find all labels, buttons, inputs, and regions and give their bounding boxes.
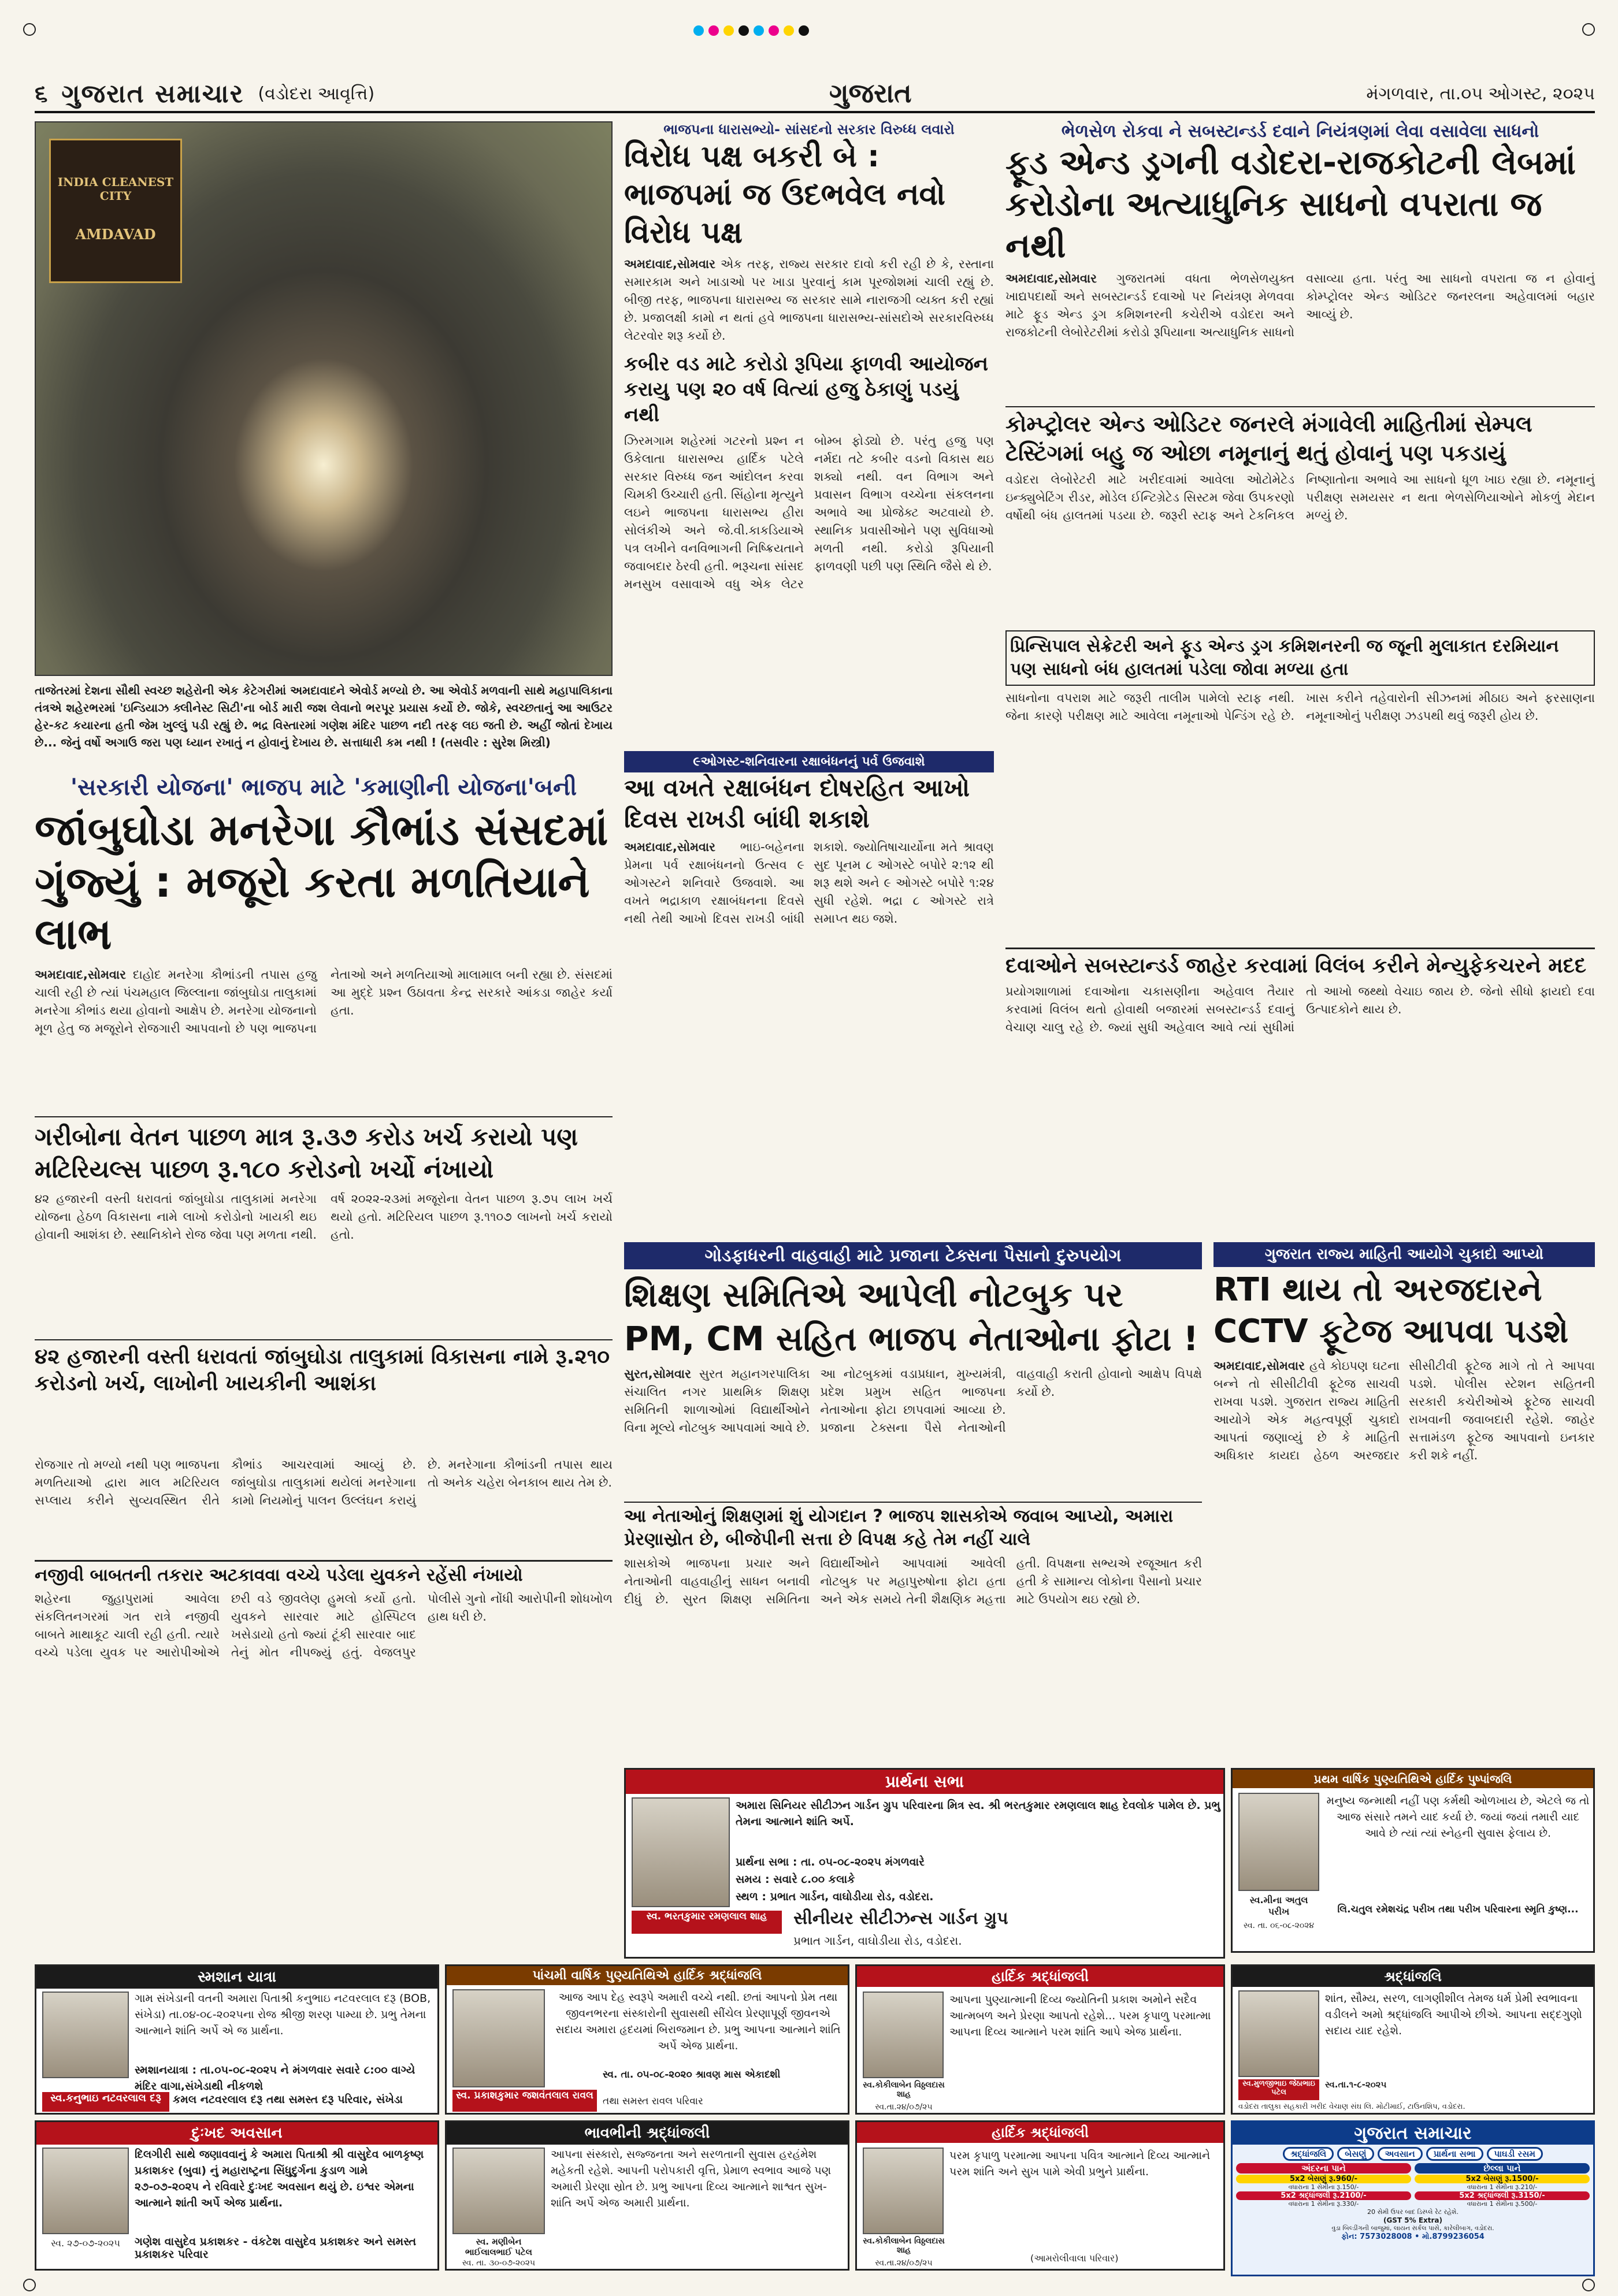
- hardik-shraddhanjali-3: [855, 2120, 1225, 2271]
- hardik-shraddhanjali-1: [445, 1964, 849, 2115]
- notice-date: સ્વ.તા.૧-૮-૨૦૨૫: [1325, 2079, 1387, 2090]
- inside-page-label: અંદરના પાને: [1236, 2163, 1411, 2174]
- notice-text: દિલગીરી સાથે જણાવવાનું કે અમારા પિતાશ્રી શ્રી વાસુદેવ બાળકૃષ્ણ પ્રકાશકર (બુવા) નું મહારાષ્ટ્રના સિંધુદુર્ગના કુડાળ ગામે ૨૭-૦૭-૨૦૨૫ ને રવિવારે દુઃખદ અવસાન થયું છે. ઇશ્વર એમના આત્માને શાંતી અર્પે એજ પ્રાર્થના.: [135, 2148, 424, 2209]
- story-kicker: ભેળસેળ રોકવા ને સબસ્ટાન્ડર્ડ દવાને નિયંત્રણમાં લેવા વસાવેલા સાધનો: [1061, 121, 1539, 142]
- deceased-name: સ્વ. ભરતકુમાર રમણલાલ શાહ: [632, 1911, 782, 1934]
- registration-mark-tl: [23, 23, 36, 36]
- ad-phone: ફોન: 7573028008 • મો.8799236054: [1341, 2232, 1485, 2241]
- story-headline: શિક્ષણ સમિતિએ આપેલી નોટબુક પર PM, CM સહિત ભાજપ નેતાઓના ફોટા !: [624, 1275, 1198, 1358]
- portrait: [42, 1992, 129, 2078]
- advertisement: [1231, 2120, 1595, 2276]
- dateline: સુરત,સોમવાર: [624, 1367, 691, 1381]
- notice-text: આપના સંસ્કારો, સજ્જનતા અને સરળતાની સુવાસ હરહંમેશ મહેકતી રહેશે. આપની પરોપકારી વૃત્તિ, પ્રેમાળ સ્વભાવ આજે પણ અમારી પ્રેરણા સ્રોત છે. પ્રભુ આપના દિવ્ય આત્માને શાશ્વત સુખ-શાંતિ અર્પે એજ અમારી પ્રાર્થના.: [551, 2148, 832, 2209]
- display-note: 20 સેમી ઉપર બાદ ડિસ્પ્લે રેટ રહેશે.: [1367, 2208, 1459, 2216]
- rti-story: [1214, 1242, 1595, 1762]
- smashan-notice: [35, 1964, 439, 2115]
- clean-city-logo: [49, 139, 182, 283]
- portrait: [452, 1989, 545, 2087]
- registration-mark-br: [1582, 2279, 1595, 2291]
- notice-title: શ્રદ્ધાંજલિ: [1233, 1966, 1593, 1987]
- rate-1-extra: વધારાના 1 સેમીના રૂ.150/-: [1288, 2183, 1359, 2191]
- service-item: અવસાન: [1378, 2147, 1423, 2161]
- gst-note: (GST 5% Extra): [1383, 2216, 1443, 2224]
- logo-city: AMDAVAD: [75, 226, 156, 243]
- registration-mark-bl: [23, 2279, 36, 2291]
- section-title: ગુજરાત: [829, 77, 912, 109]
- subhead: કબીર વડ માટે કરોડો રૂપિયા ફાળવી આયોજન કરાયુ પણ ૨૦ વર્ષ વિત્યાં હજુ ઠેકાણું પડયું નથી: [624, 352, 988, 426]
- masthead: ગુજરાત સમાચાર: [61, 79, 244, 109]
- dukhad-notice: [35, 2120, 439, 2271]
- story-body: [35, 966, 613, 1110]
- footer-text: વડોદરા તાલુકા સહકારી ખરીદ વેચાણ સંઘ લિ. મોટીમાઈ, ટાઉનશિપ, વડોદરા.: [1238, 2102, 1465, 2111]
- service-list: [1233, 2145, 1593, 2163]
- prarthana-notice: [624, 1768, 1225, 1959]
- subhead: કોમ્પ્ટ્રોલર એન્ડ ઓડિટર જનરલે મંગાવેલી માહિતીમાં સેમ્પલ ટેસ્ટિંગમાં બહુ જ ઓછા નમૂનાનું થતું હોવાનું પણ પકડાયું: [1005, 406, 1595, 467]
- story-body-2: શાસકોએ ભાજપના પ્રચાર અને નેતાઓની વાહવાહીનું સાધન બનાવી દીધું છે. સુરત શિક્ષણ સમિતિના વિદ્યાર્થીઓને આપવામાં આવેલી નોટબુક પર મહાપુરુષોના ફોટા હતા અને એક સમયે તેની શૈક્ષણિક મહત્તા હતી. વિપક્ષના સભ્યએ રજૂઆત કરી હતી કે સામાન્ય લોકોના પૈસાનો પ્રચાર માટે ઉપયોગ થઇ રહ્યો છે.: [624, 1556, 1202, 1606]
- notice-date: સ્વ.તા.૨૪/૦૭/૨૫: [875, 2102, 933, 2112]
- story-headline: RTI થાય તો અરજદારને CCTV ફૂટેજ આપવા પડશે: [1214, 1271, 1569, 1350]
- story-headline: આ વખતે રક્ષાબંધન દોષરહિત આખો દિવસ રાખડી બાંધી શકાશે: [624, 774, 970, 833]
- portrait: [863, 2148, 944, 2234]
- murder-body: શહેરના જુહાપુરામાં આવેલા સંકલિતનગરમાં ગત રાત્રે નજીવી બાબતે માથાકૂટ ચાલી રહી હતી. ત્યારે વચ્ચે પડેલા યુવક પર આરોપીઓએ છરી વડે જીવલેણ હુમલો કર્યો હતો. યુવકને સારવાર માટે હોસ્પિટલ ખસેડાયો હતો જ્યાં ટૂંકી સારવાર બાદ તેનું મોત નીપજ્યું હતું. વેજલપુર પોલીસે ગુનો નોંધી આરોપીની શોધખોળ હાથ ધરી છે.: [35, 1592, 613, 1660]
- jambughoda-story: [35, 774, 613, 1554]
- jambughoda-body-3: રોજગાર તો મળ્યો નથી પણ ભાજપના મળતિયાઓ દ્વારા માલ મટિરિયલ સપ્લાય કરીને સુવ્યવસ્થિત રીતે કૌભાંડ આચરવામાં આવ્યું છે. જાંબુઘોડા તાલુકામાં થયેલાં મનરેગાના કામો નિયમોનું પાલન ઉલ્લંઘન કરાયું છે. મનરેગાના કૌભાંડની તપાસ થાય તો અનેક ચહેરા બેનકાબ થાય તેમ છે.: [35, 1458, 613, 1507]
- rate-3-extra: વધારાના 1 સેમીના રૂ.330/-: [1288, 2200, 1359, 2208]
- notice-title: પ્રથમ વાર્ષિક પુણ્યતિથિએ હાર્દિક પુષ્પાંજલિ: [1233, 1770, 1593, 1788]
- bhavbhini-shraddhanjali: [445, 2120, 849, 2271]
- substandard-body: પ્રયોગશાળામાં દવાઓના ચકાસણીના અહેવાલ તૈયાર કરવામાં વિલંબ થતો હોવાથી બજારમાં સબસ્ટાન્ડર્ડ દવાનું વેચાણ ચાલુ રહે છે. જ્યાં સુધી અહેવાલ આવે ત્યાં સુધીમાં તો આખો જથ્થો વેચાઇ જાય છે. જેનો સીધો ફાયદો દવા ઉત્પાદકોને થાય છે.: [1005, 984, 1595, 1034]
- service-item: પ્રાર્થના સભા: [1426, 2147, 1483, 2161]
- story-headline: ફૂડ એન્ડ ડ્રગની વડોદરા-રાજકોટની લેબમાં કરોડોના અત્યાધુનિક સાધનો વપરાતા જ નથી: [1005, 143, 1576, 265]
- notice-title: સ્મશાન યાત્રા: [36, 1966, 437, 1989]
- page-header: [35, 76, 1595, 113]
- logo-text: INDIA CLEANEST CITY: [57, 175, 174, 203]
- murder-story: [35, 1560, 613, 1953]
- sabha-place: સ્થળ : પ્રભાત ગાર્ડન, વાઘોડીયા રોડ, વડોદરા.: [736, 1890, 934, 1903]
- notice-date: સ્વ. ૨૭-૦૭-૨૦૨૫: [51, 2238, 120, 2249]
- family-name: કમલ નટવરલાલ દરૂ તથા સમસ્ત દરૂ પરિવાર, સંખેડા: [173, 2093, 403, 2106]
- sabha-time: સમય : સવારે ૮.૦૦ કલાકે: [736, 1873, 855, 1886]
- notice-date: સ્વ. તા. ૩૦-૦૭-૨૦૨૫: [462, 2258, 536, 2268]
- photo-credit: (તસવીર : સુરેશ મિસ્ત્રી): [440, 735, 551, 749]
- story-headline: જાંબુઘોડા મનરેગા કૌભાંડ સંસદમાં ગુંજ્યું : મજૂરો કરતા મળતિયાને લાભ: [35, 805, 608, 959]
- body-text: ગુજરાતમાં વધતા ભેળસેળયુક્ત ખાદ્યપદાર્થો અને સબસ્ટાન્ડર્ડ દવાઓ પર નિયંત્રણ મેળવવા માટે ફૂડ એન્ડ ડ્રગ કમિશનરની કચેરીએ વડોદરા અને રાજકોટની લેબોરેટરીમાં કરોડો રૂપિયાના અત્યાધુનિક સાધનો વસાવ્યા હતા. પરંતુ આ સાધનો વપરાતા જ ન હોવાનું કોમ્પ્ટ્રોલર એન્ડ ઓડિટર જનરલના અહેવાલમાં બહાર આવ્યું છે.: [1005, 272, 1595, 339]
- portrait: [632, 1797, 730, 1907]
- issue-date: મંગળવાર, તા.૦૫ ઓગસ્ટ, ૨૦૨૫: [1366, 83, 1595, 104]
- color-bar-top: [693, 25, 925, 36]
- notice-title: હાર્દિક શ્રદ્ધાંજલી: [857, 1966, 1223, 1987]
- subhead-2: પ્રિન્સિપાલ સેક્રેટરી અને ફૂડ એન્ડ ડ્રગ કમિશનરની જ જૂની મુલાકાત દરમિયાન પણ સાધનો બંધ હાલતમાં પડેલા જોવા મળ્યા હતા: [1005, 630, 1595, 686]
- notice-text: પરમ કૃપાળુ પરમાત્મા આપના પવિત્ર આત્માને દિવ્ય આત્માને પરમ શાંતિ અને સુખ પામે એવી પ્રભુને પ્રાર્થના.: [949, 2149, 1211, 2178]
- dateline: અમદાવાદ,સોમવાર: [624, 840, 715, 854]
- body-text: દાહોદ મનરેગા કૌભાંડની તપાસ હજુ ચાલી રહી છે ત્યાં પંચમહાલ જિલ્લાના જાંબુઘોડા તાલુકામાં મનરેગા કૌભાંડ થયા હોવાનો આક્ષેપ છે. મનરેગા યોજનાનો મૂળ હેતુ જ મજૂરોને રોજગારી આપવાનો છે પણ ભાજપના નેતાઓ અને મળતિયાઓ માલામાલ બની રહ્યા છે. સંસદમાં આ મુદ્દે પ્રશ્ન ઉઠાવતા કેન્દ્ર સરકારે આંકડા જાહેર કર્યા હતા.: [35, 968, 613, 1035]
- deceased-name: સ્વ.કનુભાઇ નટવરલાલ દરૂ: [42, 2092, 169, 2112]
- subhead-3: નજીવી બાબતની તકરાર અટકાવવા વચ્ચે પડેલા યુવકને રહેંસી નંખાયો: [35, 1560, 613, 1585]
- deceased-name: સ્વ.મુળજીભાઇ જેઠાભાઇ પટેલ: [1238, 2079, 1319, 2100]
- portrait: [1238, 1990, 1319, 2077]
- group-address: પ્રભાત ગાર્ડન, વાઘોડીયા રોડ, વડોદરા.: [793, 1934, 962, 1948]
- story-kicker: ભાજપના ધારાસભ્યો- સાંસદનો સરકાર વિરુધ્ધ લવારો: [663, 121, 955, 138]
- dateline: અમદાવાદ,સોમવાર: [1214, 1359, 1305, 1373]
- photo-caption: [35, 682, 613, 768]
- notice-title: દુઃખદ અવસાન: [36, 2122, 437, 2145]
- rate-4: 5x2 શ્રદ્ધાંજલી રૂ.3150/-: [1415, 2191, 1590, 2200]
- dateline: અમદાવાદ,સોમવાર: [1005, 272, 1097, 285]
- family-name: (આમરોલીવાલા પરિવાર): [1030, 2253, 1119, 2264]
- body-text-3: પરંતુ હજુ પણ નર્મદા તટે કબીર વડનો વિકાસ થઇ શક્યો નથી. વન વિભાગ અને પ્રવાસન વિભાગ વચ્ચેના સંકલનના અભાવે આ પ્રોજેક્ટ અટવાયો છે. સ્થાનિક પ્રવાસીઓને પણ સુવિધાઓ મળતી નથી. કરોડો રૂપિયાની ફાળવણી પછી પણ સ્થિતિ જૈસે થે છે.: [814, 434, 994, 573]
- deceased-name: સ્વ. પ્રકાશકુમાર જશવંતલાલ રાવલ: [452, 2090, 597, 2112]
- hardik-shraddhanjali-2: [855, 1964, 1225, 2115]
- subhead: આ નેતાઓનું શિક્ષણમાં શું યોગદાન ? ભાજપ શાસકોએ જવાબ આપ્યો, અમારા પ્રેરણાસ્રોત છે, બીજેપીની સત્તા છે વિપક્ષ કહે તેમ નહીં ચાલે: [624, 1502, 1202, 1551]
- yatra-info: સ્મશાનયાત્રા : તા.૦૫-૦૮-૨૦૨૫ ને મંગળવાર સવારે ૮:૦૦ વાગ્યે મંદિર વાગા,સંખેડાથી નીકળશે: [135, 2064, 415, 2091]
- story-body-2: [624, 432, 994, 756]
- story-body: [624, 255, 994, 348]
- notice-title: પ્રાર્થના સભા: [626, 1770, 1223, 1794]
- rate-2: 5x2 બેસણું રૂ.1500/-: [1415, 2175, 1590, 2183]
- notice-title: ભાવભીની શ્રદ્ધાંજલી: [447, 2122, 848, 2145]
- notice-date: સ્વ.તા.૨૪/૦૭/૨૫: [875, 2258, 933, 2268]
- portrait: [42, 2148, 129, 2234]
- group-name: સીનીયર સીટીઝન્સ ગાર્ડન ગ્રુપ: [793, 1908, 1008, 1929]
- subhead-3: દવાઓને સબસ્ટાન્ડર્ડ જાહેર કરવામાં વિલંબ કરીને મેન્યુફેકચરને મદદ: [1005, 948, 1595, 979]
- ad-masthead: ગુજરાત સમાચાર: [1233, 2122, 1593, 2145]
- story-body: [624, 838, 994, 954]
- story-headline: વિરોધ પક્ષ બકરી બે : ભાજપમાં જ ઉદભવેલ નવો વિરોધ પક્ષ: [624, 139, 946, 250]
- deceased-name: સ્વ.મીના અતુલ પરીખ: [1249, 1894, 1308, 1917]
- subhead: ગરીબોના વેતન પાછળ માત્ર રૂ.૩૭ કરોડ ખર્ચ કરાયો પણ મટિરિયલ્સ પાછળ રૂ.૧૮૦ કરોડનો ખર્ચો નંખાયો: [35, 1116, 613, 1186]
- story-kicker: 'સરકારી યોજના' ભાજપ માટે 'કમાણીની યોજના'બની: [70, 774, 577, 801]
- registration-mark-tr: [1582, 23, 1595, 36]
- rate-4-extra: વધારાના 1 સેમીના રૂ.500/-: [1467, 2200, 1538, 2208]
- deceased-name: સ્વ. મણીબેન ભાઈલાલભાઈ પટેલ: [465, 2236, 532, 2257]
- body-text: સુરત મહાનગરપાલિકા સંચાલિત નગર પ્રાથમિક શિક્ષણ સમિતિની શાળાઓમાં વિદ્યાર્થીઓને વિના મૂલ્યે નોટબુક આપવામાં આવે છે. આ નોટબુકમાં વડાપ્રધાન, મુખ્યમંત્રી, પ્રદેશ પ્રમુખ સહિત ભાજપના નેતાઓના ફોટા છાપવામાં આવ્યા છે. પ્રજાના ટેક્સના પૈસે નેતાઓની વાહવાહી કરાતી હોવાનો આક્ષેપ વિપક્ષે કર્યો છે.: [624, 1367, 1202, 1435]
- story-body-2: વડોદરા લેબોરેટરી માટે ખરીદવામાં આવેલા ઓટોમેટેડ ઇન્ક્યુબેટિંગ રીડર, મોડેલ ઈન્ટિગ્રેટેડ સિસ્ટમ જેવા ઉપકરણો વર્ષોથી બંધ હાલતમાં પડયા છે. જરૂરી સ્ટાફ અને ટેકનિકલ નિષ્ણાતોના અભાવે આ સાધનો ધૂળ ખાઇ રહ્યા છે. નમૂનાનું પરીક્ષણ સમયસર ન થતા ભેળસેળિયાઓને મોકળું મેદાન મળ્યું છે.: [1005, 473, 1595, 522]
- last-page-label: છેલ્લા પાને: [1415, 2163, 1590, 2174]
- body-text: એક તરફ, રાજ્ય સરકાર દાવો કરી રહી છે કે, રસ્તાના સમારકામ અને ખાડાઓ પર ખાડા પુરવાનું કામ પૂરજોશમાં ચાલી રહ્યું છે. બીજી તરફ, ભાજપના ધારાસભ્ય જ સરકાર સામે નારાજગી વ્યક્ત કરી રહ્યાં છે. પ્રજાલક્ષી કામો ન થતાં હવે ભાજપના ધારાસભ્ય-સાંસદોએ સરકારવિરુધ્ધ લેટરવોર શરૂ કર્યો છે.: [624, 257, 994, 343]
- portrait: [452, 2148, 545, 2234]
- notice-title: હાર્દિક શ્રદ્ધાંજલી: [857, 2122, 1223, 2143]
- notice-title: પાંચમી વાર્ષિક પુણ્યતિથિએ હાર્દિક શ્રદ્ધાંજલિ: [447, 1966, 848, 1985]
- subhead-2: ૪૨ હજારની વસ્તી ધરાવતાં જાંબુઘોડા તાલુકામાં વિકાસના નામે રૂ.૨૧૦ કરોડનો ખર્ચ, લાખોની ખાયકીની આશંકા: [35, 1339, 613, 1397]
- story-kicker: ૯ઓગસ્ટ-શનિવારના રક્ષાબંધનનું પર્વ ઉજવાશે: [624, 751, 994, 772]
- portrait: [863, 1992, 944, 2078]
- notice-text: ગામ સંખેડાની વતની અમારા પિતાશ્રી કનુભાઇ નટવરલાલ દરૂ (BOB, સંખેડા) તા.૦૪-૦૮-૨૦૨૫ના રોજ શ્રીજી શરણ પામ્યા છે. પ્રભુ તેમના આત્માને શાંતિ અર્પે એ જ પ્રાર્થના.: [135, 1992, 431, 2037]
- dateline: અમદાવાદ,સોમવાર: [624, 257, 715, 271]
- family-name: તથા સમસ્ત રાવલ પરિવાર: [603, 2096, 703, 2107]
- deceased-name: સ્વ.કોકીલાબેન વિઠ્ઠલદાસ શાહ: [863, 2080, 945, 2099]
- service-item: બેસણું: [1337, 2147, 1374, 2161]
- rate-3: 5x2 શ્રદ્ધાંજલી રૂ.2100/-: [1236, 2191, 1411, 2200]
- notice-date: સ્વ. તા. ૦૬-૦૮-૨૦૨૪: [1243, 1921, 1315, 1930]
- story-body: [1005, 270, 1595, 403]
- rate-1: 5x2 બેસણું રૂ.960/-: [1236, 2175, 1411, 2183]
- page-number: ૬: [35, 80, 48, 107]
- punyatithi-notice: [1231, 1768, 1595, 1953]
- sabha-date: પ્રાર્થના સભા : તા. ૦૫-૦૮-૨૦૨૫ મંગળવારે: [736, 1856, 925, 1868]
- body-text: હવે કોઇપણ ઘટના બન્ને તો સીસીટીવી ફૂટેજ સાચવી રાખવા પડશે. ગુજરાત રાજ્ય માહિતી આયોગે એક મહત્વપૂર્ણ ચુકાદો આપતાં જણાવ્યું છે કે માહિતી અધિકાર કાયદા હેઠળ અરજદાર સીસીટીવી ફૂટેજ માગે તો તે આપવા પડશે. પોલીસ સ્ટેશન સહિતની સરકારી કચેરીઓએ ફૂટેજ સાચવી રાખવાની જવાબદારી રહેશે. જાહેર સત્તામંડળ ફૂટેજ આપવાનો ઇનકાર કરી શકે નહીં.: [1214, 1359, 1595, 1462]
- shraddhanjali-right: [1231, 1964, 1595, 2115]
- service-item: શ્રદ્ધાંજલિ: [1283, 2147, 1334, 2161]
- notice-text: આજ આપ દેહ સ્વરૂપે અમારી વચ્ચે નથી. છતાં આપનો પ્રેમ તથા જીવનભરના સંસ્કારોની સુવાસથી સીંચેલ પ્રેરણાપૂર્ણ જીવનએ સદાય અમારા હૃદયમાં બિરાજમાન છે. પ્રભુ આપના આત્માને શાંતિ અર્પે એજ પ્રાર્થના.: [555, 1991, 841, 2052]
- edition: (વડોદરા આવૃત્તિ): [258, 83, 375, 104]
- service-item: પાઘડી રસમ: [1487, 2147, 1543, 2161]
- opposition-story: [624, 121, 994, 745]
- body-text: ભાઇ-બહેનના પ્રેમના પર્વ રક્ષાબંધનનો ઉત્સવ ૯ ઓગસ્ટને શનિવારે ઉજવાશે. આ વખતે ભદ્રાકાળ રક્ષાબંધનના દિવસે નથી તેથી આખો દિવસ રાખડી બાંધી શકાશે. જ્યોતિષાચાર્યોના મતે શ્રાવણ સુદ પૂનમ ૮ ઓગસ્ટે બપોરે ૨:૧૨ થી શરૂ થશે અને ૯ ઓગસ્ટે બપોરે ૧:૨૪ સુધી રહેશે. ભદ્રા ૮ ઓગસ્ટે રાત્રે સમાપ્ત થઇ જશે.: [624, 840, 994, 926]
- story-body: [1214, 1357, 1595, 1646]
- food-drug-story: [1005, 121, 1595, 959]
- substandard-story: [1005, 948, 1595, 1236]
- notice-text: આપના પુણ્યાત્માની દિવ્ય જ્યોતિની પ્રકાશ અમોને સદૈવ આત્મબળ અને પ્રેરણા આપતો રહેશે... પરમ કૃપાળુ પરમાત્મા આપના દિવ્ય આત્માને પરમ શાંતિ આપે એજ પ્રાર્થના.: [949, 1993, 1211, 2038]
- notice-date: સ્વ. તા. ૦૫-૦૮-૨૦૨૦ શ્રાવણ માસ એકાદશી: [603, 2069, 781, 2080]
- family-name: લિ.ચતુલ રમેશચંદ્ર પરીખ તથા પરીખ પરિવારના સ્મૃતિ કુષ્ણ...: [1337, 1904, 1579, 1915]
- portrait: [1238, 1793, 1319, 1891]
- story-kicker: ગુજરાત રાજ્ય માહિતી આયોગે ચુકાદો આપ્યો: [1214, 1242, 1595, 1267]
- story-kicker: ગોડફાધરની વાહવાહી માટે પ્રજાના ટેક્સના પૈસાનો દુરુપયોગ: [624, 1242, 1202, 1269]
- notice-text: શાંત, સૌમ્ય, સરળ, લાગણીશીલ તેમજ ધર્મ પ્રેમી સ્વભાવના વડીલને અમો શ્રદ્ધાંજલિ આપીએ છીએ. આપના સદ્દગુણો સદાય યાદ રહેશે.: [1325, 1992, 1582, 2037]
- rate-2-extra: વધારાના 1 સેમીના રૂ.210/-: [1467, 2183, 1538, 2191]
- notice-text: અમારા સિનિયર સીટીઝન ગાર્ડન ગ્રુપ પરિવારના મિત્ર સ્વ. શ્રી ભરતકુમાર રમણલાલ શાહ દેવલોક પામેલ છે. પ્રભુ તેમના આત્માને શાંતિ અર્પે.: [736, 1799, 1220, 1828]
- family-name: ગણેશ વાસુદેવ પ્રકાશકર - વંકટેશ વાસુદેવ પ્રકાશકર અને સમસ્ત પ્રકાશકર પરિવાર: [135, 2235, 417, 2261]
- story-body-3: સાધનોના વપરાશ માટે જરૂરી તાલીમ પામેલો સ્ટાફ નથી. જેના કારણે પરીક્ષણ માટે આવેલા નમૂનાઓ પેન્ડિંગ રહે છે. ખાસ કરીને તહેવારોની સીઝનમાં મીઠાઇ અને ફરસાણના નમૂનાઓનું પરીક્ષણ ઝડપથી થવું જરૂરી હોય છે.: [1005, 691, 1595, 723]
- body-text-2: ઝિરમગામ શહેરમાં ગટરનો પ્રશ્ન ન ઉકેલાતા ધારાસભ્ય હાર્દિક પટેલે સરકાર વિરુધ્ધ જન આંદોલન કરવા ચિમકી ઉચ્ચારી હતી. સિંહોના મૃત્યુને લઇને ભાજપના ધારાસભ્ય હીરા સોલંકીએ અને જે.વી.કાકડિયાએ પત્ર લખીને વનવિભાગની નિષ્ક્રિયતાને જવાબદાર ઠેરવી હતી. ભરૂચના સાંસદ મનસુખ વસાવાએ વધુ એક લેટર બોમ્બ ફોડ્યો છે.: [624, 434, 904, 591]
- deceased-name: સ્વ.કોકીલાબેન વિઠ્ઠલદાસ શાહ: [863, 2236, 945, 2255]
- raksha-story: [624, 751, 994, 994]
- story-body: [624, 1365, 1202, 1498]
- ad-address: વુડા બિલ્ડીંગની બાજુમાં, લાયન સર્કલ પાસે, કારેલીબાગ, વડોદરા.: [1331, 2224, 1494, 2232]
- dateline: અમદાવાદ,સોમવાર: [35, 968, 126, 982]
- notice-text: મનુષ્ય જન્માથી નહીં પણ કર્મથી ઓળખાય છે, એટલે જ તો આજ સંસારે તમને યાદ કર્યા છે. જયાં જયાં તમારી યાદ આવે છે ત્યાં ત્યાં સ્નેહની સુવાસ ફેલાય છે.: [1326, 1795, 1590, 1840]
- story-body-2: ૪૨ હજારની વસ્તી ધરાવતાં જાંબુઘોડા તાલુકામાં મનરેગા યોજના હેઠળ વિકાસના નામે લાખો કરોડોનો ખાયકી થઇ હોવાની આશંકા છે. સ્થાનિકોને રોજ જેવા પણ મળતા નથી. વર્ષ ૨૦૨૨-૨૩માં મજૂરોના વેતન પાછળ રૂ.૭૫ લાખ ખર્ચ થયો હતો. મટિરિયલ પાછળ રૂ.૧૧૦૭ લાખનો ખર્ચ કરાયો હતો.: [35, 1192, 613, 1242]
- caption-text: તાજેતરમાં દેશના સૌથી સ્વચ્છ શહેરોની એક કેટેગરીમાં અમદાવાદને એવોર્ડ મળ્યો છે. આ એવોર્ડ મળવાની સાથે મહાપાલિકાના તંત્રએ શહેરભરમાં 'ઇન્ડિયાઝ ક્લીનેસ્ટ સિટી'ના બોર્ડ મારી જશ લેવાનો ભરપૂર પ્રયાસ કર્યો છે. જોકે, સ્વચ્છતાનું આ આઉટર હેર-કટ કયારના હતી જેમ ખુલ્લું પડી રહ્યું છે. ભદ્ર વિસ્તારમાં ગણેશ મંદિર પાછળ નદી તરફ લઇ જતી છે. અહીં જોતાં દેખાય છે... જેનું વર્ષો અગાઉ જરા પણ ધ્યાન રખાતું ન હોવાનું દેખાય છે. સત્તાધારી કમ નથી !: [35, 683, 613, 749]
